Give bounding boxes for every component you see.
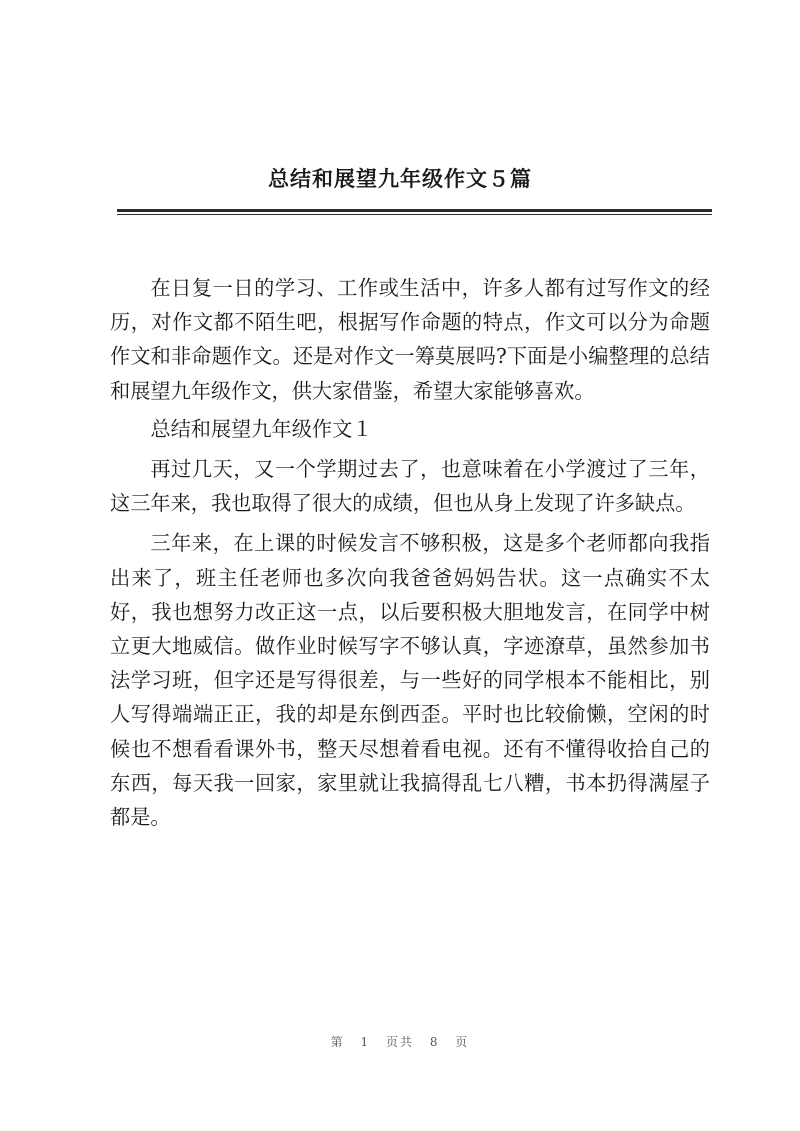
footer-suffix: 页: [455, 1035, 470, 1049]
title-rule-thick: [117, 209, 712, 212]
title-rule-thin: [117, 214, 712, 215]
document-title: 总结和展望九年级作文５篇: [268, 166, 532, 191]
document-body: [110, 271, 710, 834]
footer-prefix: 第: [330, 1035, 345, 1049]
footer-middle: 页共: [385, 1035, 414, 1049]
footer-current-page: 1: [360, 1035, 371, 1049]
body-paragraph: 三年来，在上课的时候发言不够积极，这是多个老师都向我指出来了，班主任老师也多次向我爸爸妈妈告状。这一点确实不太好，我也想努力改正这一点，以后要积极大胆地发言，在同学中树立更大地威信。做作业时候写字不够认真，字迹潦草，虽然参加书法学习班，但字还是写得很差，与一些好的同学根本不能相比，别人写得端端正正，我的却是东倒西歪。平时也比较偷懒，空闲的时候也不想看看课外书，整天尽想着看电视。还有不懂得收拾自己的东西，每天我一回家，家里就让我搞得乱七八糟，书本扔得满屋子都是。: [110, 531, 710, 830]
footer-total-pages: 8: [429, 1035, 440, 1049]
page-footer: [0, 1033, 800, 1050]
section-heading: 总结和展望九年级作文１: [150, 416, 373, 441]
intro-paragraph: 在日复一日的学习、工作或生活中，许多人都有过写作文的经历，对作文都不陌生吧，根据写作命题的特点，作文可以分为命题作文和非命题作文。还是对作文一筹莫展吗?下面是小编整理的总结和展望九年级作文，供大家借鉴，希望大家能够喜欢。: [110, 276, 710, 403]
body-paragraph: 再过几天，又一个学期过去了，也意味着在小学渡过了三年，这三年来，我也取得了很大的成绩，但也从身上发现了许多缺点。: [110, 457, 710, 516]
